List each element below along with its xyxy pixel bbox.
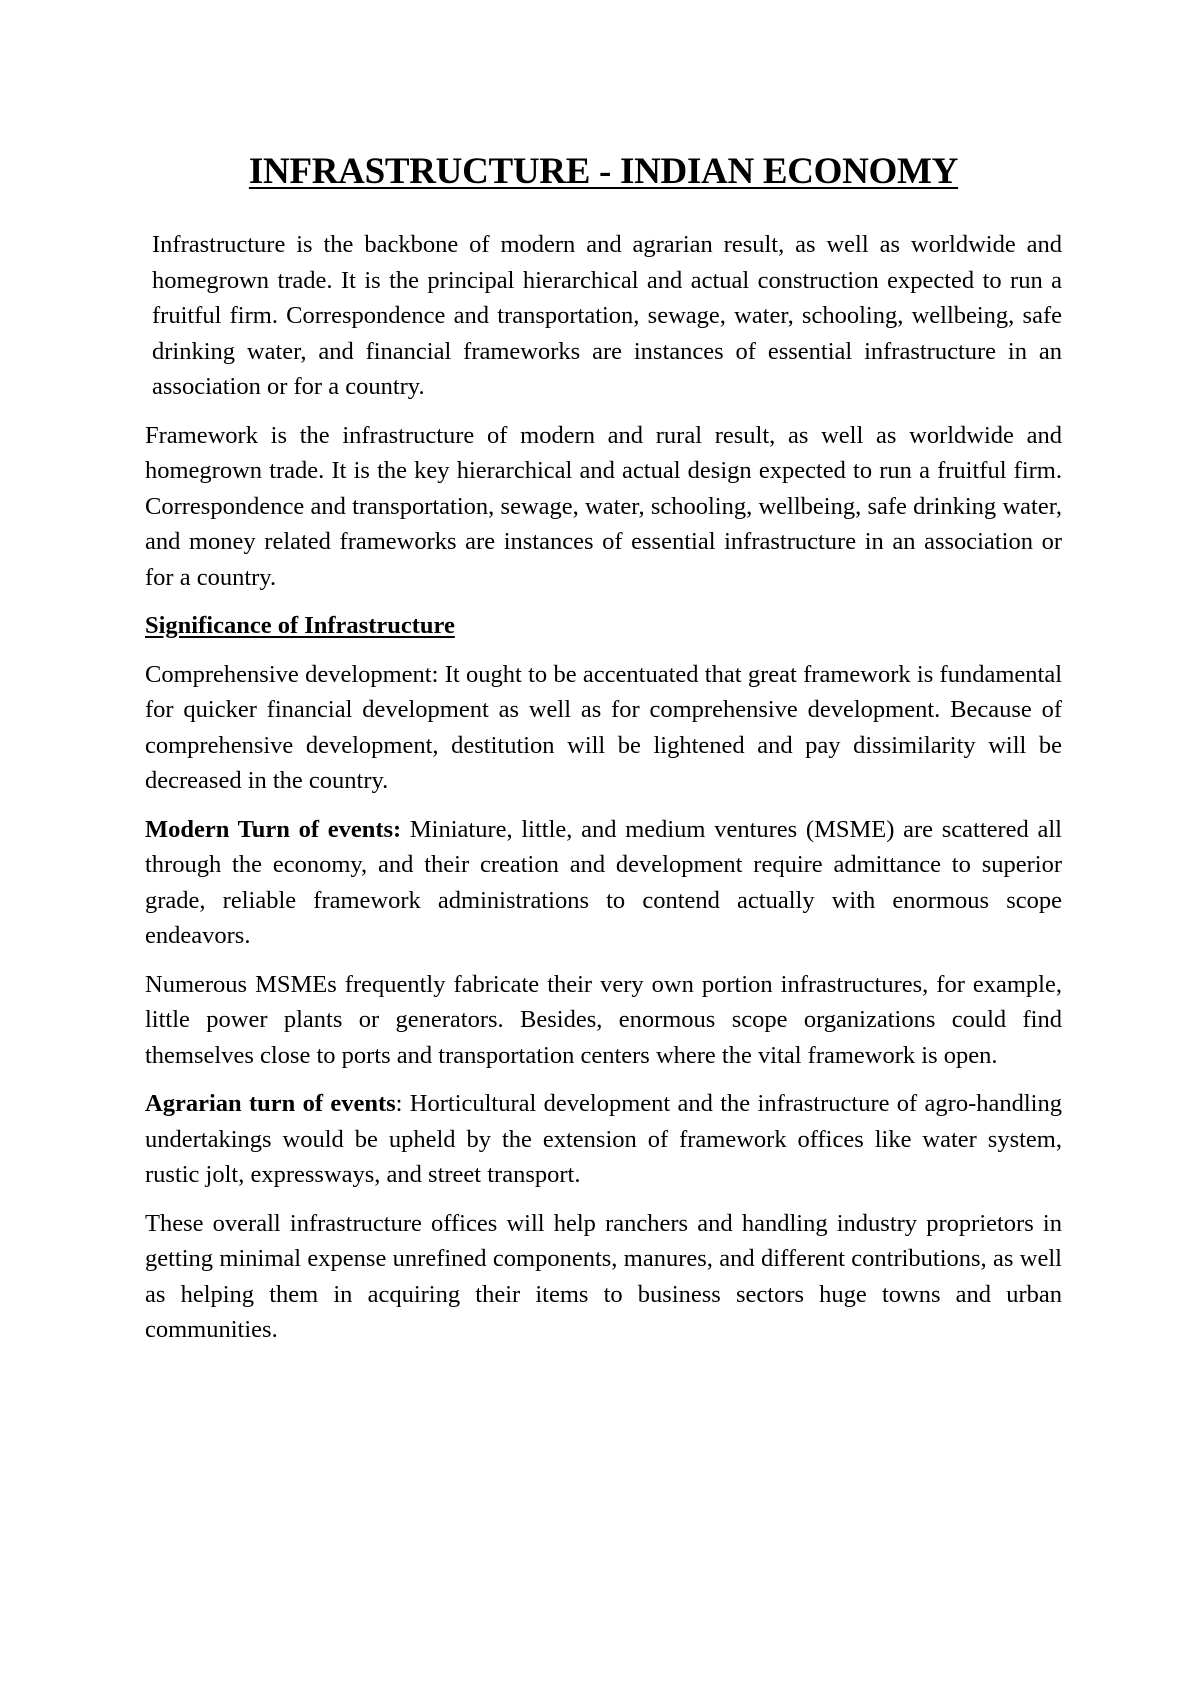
- paragraph-body: : Horticultural development and the infrastructure of agro-handling undertakings would be upheld by the extension of framework offices like water system, rustic jolt, expressways, and street transport.: [145, 1090, 1062, 1188]
- paragraph-agrarian-turn: [145, 1086, 1062, 1193]
- document-page: [145, 150, 1062, 1361]
- paragraph-lead-label: Agrarian turn of events: [145, 1090, 396, 1117]
- paragraph-modern-turn: [145, 812, 1062, 954]
- document-title: INFRASTRUCTURE - INDIAN ECONOMY: [248, 151, 959, 192]
- paragraph-infrastructure-offices: These overall infrastructure offices will help ranchers and handling industry proprietors in getting minimal expense unrefined components, manures, and different contributions, as well as helping them in acquiring their items to business sectors huge towns and urban communities.: [145, 1209, 1062, 1343]
- section-heading: Significance of Infrastructure: [145, 612, 455, 639]
- paragraph-framework: Framework is the infrastructure of modern and rural result, as well as worldwide and homegrown trade. It is the key hierarchical and actual design expected to run a fruitful firm. Correspondence and transportation, sewage, water, schooling, wellbeing, safe drinking water, and money related frameworks are instances of essential infrastructure in an association or for a country.: [145, 421, 1062, 591]
- paragraph-intro: Infrastructure is the backbone of modern and agrarian result, as well as worldwide and homegrown trade. It is the principal hierarchical and actual construction expected to run a fruitful firm. Correspondence and transportation, sewage, water, schooling, wellbeing, safe drinking water, and financial frameworks are instances of essential infrastructure in an association or for a country.: [152, 231, 1062, 400]
- paragraph-comprehensive-development: Comprehensive development: It ought to be accentuated that great framework is fundamental for quicker financial development as well as for comprehensive development. Because of comprehensive development, destitution will be lightened and pay dissimilarity will be decreased in the country.: [145, 660, 1062, 794]
- paragraph-body: Miniature, little, and medium ventures (MSME) are scattered all through the economy, and their creation and development require admittance to superior grade, reliable framework administrations to contend actually with enormous scope endeavors.: [145, 815, 1062, 949]
- paragraph-lead-label: Modern Turn of events:: [145, 815, 402, 843]
- paragraph-msmes: Numerous MSMEs frequently fabricate their very own portion infrastructures, for example, little power plants or generators. Besides, enormous scope organizations could find themselves close to ports and transportation centers where the vital framework is open.: [145, 970, 1062, 1069]
